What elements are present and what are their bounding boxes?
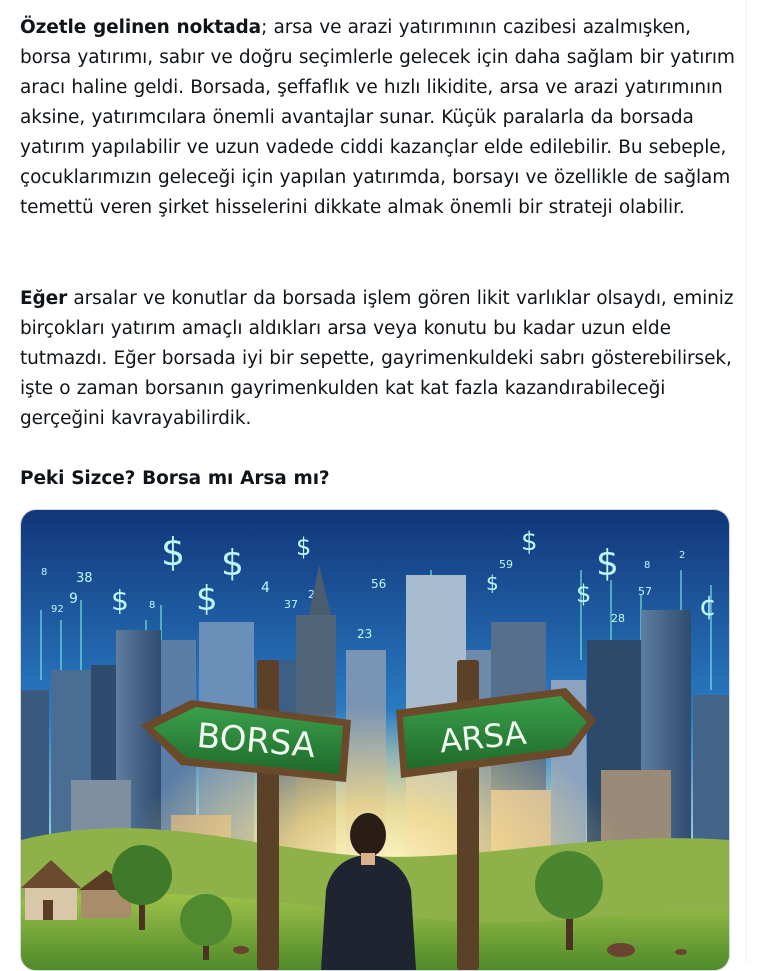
left-signpost [257,660,279,970]
crossroads-illustration [21,510,729,970]
paragraph-2 [20,284,740,434]
paragraph-1-lead: Özetle gelinen noktada [20,17,262,38]
paragraph-1 [20,13,740,223]
question-line: Peki Sizce? Borsa mı Arsa mı? [20,468,330,489]
paragraph-2-lead: Eğer [20,288,68,309]
arsa-label: ARSA [437,713,529,761]
borsa-label: BORSA [195,715,317,767]
paragraph-2-text: arsalar ve konutlar da borsada işlem gören likit varlıklar olsaydı, eminiz birçokları yatırım amaçlı aldıkları arsa veya konutu bu kadar uzun elde tutmazdı. Eğer borsada iyi bir sepette, gayrimenkuldeki sabrı gösterebilirsek, işte o zaman borsanın gayrimenkulden kat kat fazla kazandırabileceği gerçeğini kavrayabilirdik. [20,288,734,429]
post-image[interactable] [20,509,730,971]
column-divider [746,0,747,963]
paragraph-1-text: ; arsa ve arazi yatırımının cazibesi azalmışken, borsa yatırımı, sabır ve doğru seçimlerle gelecek için daha sağlam bir yatırım aracı haline geldi. Borsada, şeffaflık ve hızlı likidite, arsa ve arazi yatırımının aksine, yatırımcılara önemli avantajlar sunar. Küçük paralarla da borsada yatırım yapılabilir ve uzun vadede ciddi kazançlar elde edilebilir. Bu sebeple, çocuklarımızın geleceği için yapılan yatırımda, borsayı ve özellikle de sağlam temettü veren şirket hisselerini dikkate almak önemli bir strateji olabilir. [20,17,735,218]
